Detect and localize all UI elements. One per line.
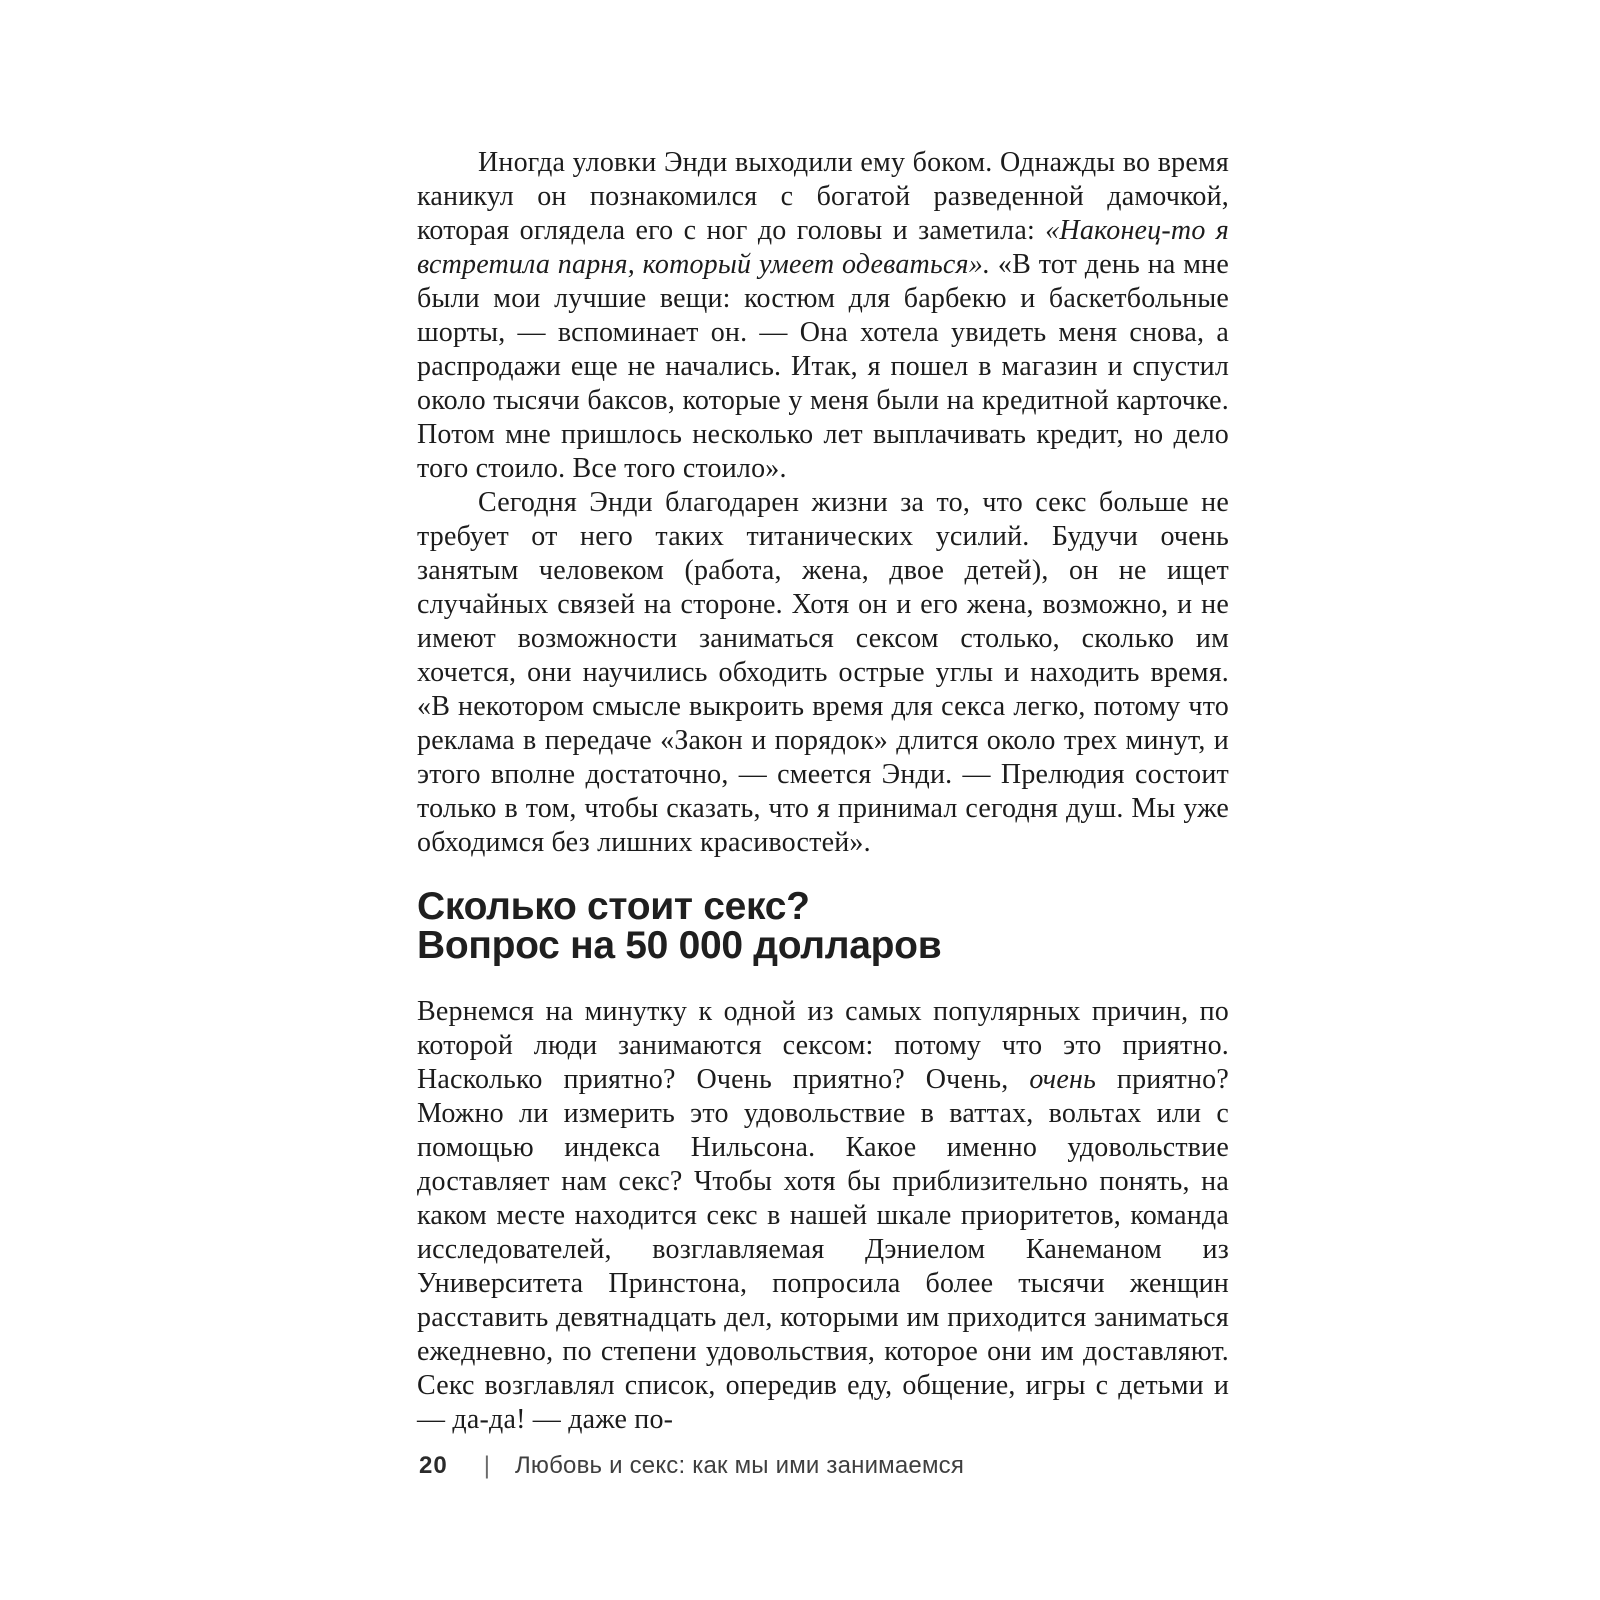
italic-text-run: «Наконец-то я встретила парня, который умеет одеваться». — [417, 215, 1230, 280]
text-run: Вернемся на минутку к одной из самых популярных причин, по которой люди занимаются сексом: потому что это приятно. Насколько приятно? Очень приятно? Очень, — [417, 996, 1229, 1095]
text-run: «В тот день на мне были мои лучшие вещи: костюм для барбекю и баскетбольные шорты, — вспоминает он. — Она хотела увидеть меня снова, а распродажи еще не начались. Итак, я пошел в магазин и спустил около тысячи баксов, которые у меня были на кредитной карточке. Потом мне пришлось несколько лет выплачивать кредит, но дело того стоило. Все того стоило». — [417, 249, 1229, 484]
footer-separator-bar: | — [483, 1451, 490, 1480]
section-heading — [417, 887, 1229, 965]
page-number: 20 — [419, 1452, 448, 1479]
text-run: приятно? Можно ли измерить это удовольствие в ваттах, вольтах или с помощью индекса Нильсона. Какое именно удовольствие доставляет нам секс? Чтобы хотя бы приблизительно понять, на каком месте находится секс в нашей шкале приоритетов, команда исследователей, возглавляемая Дэниелом Канеманом из Университета Принстона, попросила более тысячи женщин расставить девятнадцать дел, которыми им приходится заниматься ежедневно, по степени удовольствия, которое они им доставляют. Секс возглавлял список, опередив еду, общение, игры с детьми и — да-да! — даже по- — [417, 1064, 1229, 1435]
running-book-title: Любовь и секс: как мы ими занимаемся — [514, 1452, 965, 1479]
page-footer — [419, 1452, 1231, 1480]
text-run: Сегодня Энди благодарен жизни за то, что секс больше не требует от него таких титанических усилий. Будучи очень занятым человеком (работа, жена, двое детей), он не ищет случайных связей на стороне. Хотя он и его жена, возможно, и не имеют возможности заниматься сексом столько, сколько им хочется, они научились обходить острые углы и находить время. «В некотором смысле выкроить время для секса легко, потому что реклама в передаче «Закон и порядок» длится около трех минут, и этого вполне достаточно, — смеется Энди. — Прелюдия состоит только в том, чтобы сказать, что я принимал сегодня душ. Мы уже обходимся без лишних красивостей». — [417, 487, 1229, 858]
text-column — [417, 146, 1229, 1437]
section-heading-line-1: Сколько стоит секс? — [417, 885, 810, 928]
italic-text-run: очень — [1029, 1064, 1097, 1095]
paragraph-how-much-sex-costs — [417, 995, 1229, 1437]
section-heading-line-2: Вопрос на 50 000 долларов — [417, 924, 942, 967]
paragraph-andy-story — [417, 146, 1229, 486]
paragraph-andy-today — [417, 486, 1229, 860]
text-run: Иногда уловки Энди выходили ему боком. Однажды во время каникул он познакомился с богатой разведенной дамочкой, которая оглядела его с ног до головы и заметила: — [417, 147, 1229, 246]
